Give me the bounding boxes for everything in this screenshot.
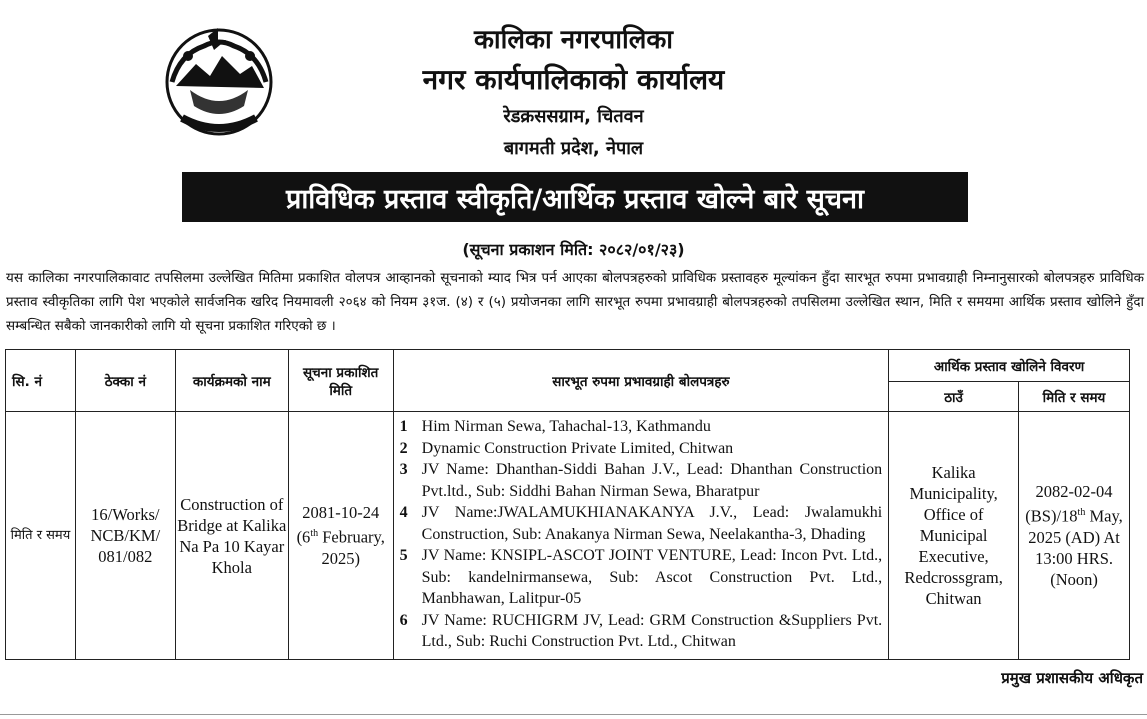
datetime-main: 2082-02-04 (BS)/18 [1025,482,1113,526]
header-place: ठाउँ [889,382,1019,412]
header-financial-opening: आर्थिक प्रस्ताव खोलिने विवरण [889,350,1130,382]
cell-notice-date [288,412,393,660]
notice-date-main: 2081-10-24 (6 [296,503,380,547]
municipality-name: कालिका नगरपालिका [473,25,674,55]
notice-date-rest: February, 2025) [318,527,385,568]
office-address: रेडक्रससग्राम, चितवन [503,106,644,127]
bidder-number: 6 [399,611,408,629]
office-name: नगर कार्यपालिकाको कार्यालय [422,63,725,96]
bidder-number: 5 [399,547,408,564]
cell-place: Kalika Municipality, Office of Municipal Executive, Redcrossgram, Chitwan [889,412,1019,660]
notice-title-banner [182,172,968,222]
header-sn: सि. नं [6,350,76,412]
header-notice-date: सूचना प्रकाशित मिति [288,350,393,412]
bidder-number: 2 [399,439,408,457]
publication-date: (सूचना प्रकाशन मिति: २०८२/०१/२३) [462,240,685,259]
cell-program-name: Construction of Bridge at Kalika Na Pa 10 Kayar Khola [175,412,288,660]
cell-bidders [393,412,888,660]
bidder-number: 4 [399,504,408,521]
header-datetime: मिति र समय [1019,382,1130,412]
list-item [400,459,882,502]
bidder-name: JV Name:JWALAMUKHIANAKANYA J.V., Lead: Jwalamukhi Construction, Sub: Anakanya Nirman Sewa, Neelakantha-3, Dhading [421,504,883,543]
datetime-rest: May, 2025 (AD) At 13:00 HRS. (Noon) [1028,506,1123,589]
list-item [400,438,882,460]
list-item [400,502,882,545]
bidder-name: JV Name: KNSIPL-ASCOT JOINT VENTURE, Lead: Incon Pvt. Ltd., Sub: kandelnirmansewa, Sub: Ascot Construction Pvt. Ltd., Manbhawan, Lalitpur-05 [421,547,883,607]
bidder-name: JV Name: Dhanthan-Siddi Bahan J.V., Lead: Dhanthan Construction Pvt.ltd., Sub: Siddhi Bahan Nirman Sewa, Bharatpur [421,461,883,500]
list-item [400,610,882,653]
list-item [400,416,882,438]
bidder-number: 3 [399,461,408,478]
notice-title: प्राविधिक प्रस्ताव स्वीकृति/आर्थिक प्रस्ताव खोल्ने बारे सूचना [285,183,865,215]
cell-datetime [1019,412,1130,660]
header-program-name: कार्यक्रमको नाम [175,350,288,412]
bottom-divider [0,714,1147,715]
bidder-number: 1 [399,418,408,435]
cell-contract-no: 16/Works/ NCB/KM/ 081/082 [75,412,175,660]
bid-table [5,349,1130,660]
notice-date-sup: th [310,528,319,540]
list-item [400,545,882,610]
header-contract-no: ठेक्का नं [75,350,175,412]
bidder-name: Him Nirman Sewa, Tahachal-13, Kathmandu [421,418,711,435]
bidder-name: JV Name: RUCHIGRM JV, Lead: GRM Construction &Suppliers Pvt. Ltd., Sub: Ruchi Construction Pvt. Ltd., Chitwan [421,611,883,650]
cell-sn: मिति र समय [6,412,76,660]
intro-paragraph: यस कालिका नगरपालिकावाट तपसिलमा उल्लेखित मितिमा प्रकाशित वोलपत्र आव्हानको सूचनाको म्याद भित्र पर्न आएका बोलपत्रहरुको प्राविधिक प्रस्तावहरु मूल्यांकन हुँदा सारभूत रुपमा प्रभावग्राही निम्नानुसारको बोलपत्रहरु प्राविधिक प्रस्ताव स्वीकृतिका लागि पेश भएकोले सार्वजनिक खरिद नियमावली २०६४ को नियम ३१ज. (४) र (५) प्रयोजनका लागि सारभूत रुपमा प्रभावग्राही बोलपत्रहरुको तपसिलमा उल्लेखित स्थान, मिति र समयमा आर्थिक प्रस्ताव खोलिने हुँदा सम्बन्धित सबैको जानकारीको लागि यो सूचना प्रकाशित गरिएको छ । [6,270,1144,334]
table-row [6,412,1130,660]
header-bidders: सारभूत रुपमा प्रभावग्राही बोलपत्रहरु [393,350,888,412]
province-country: बागमती प्रदेश, नेपाल [503,138,644,159]
datetime-sup: th [1077,507,1086,519]
bidder-name: Dynamic Construction Private Limited, Chitwan [421,439,734,457]
signatory-title: प्रमुख प्रशासकीय अधिकृत [1001,669,1143,687]
